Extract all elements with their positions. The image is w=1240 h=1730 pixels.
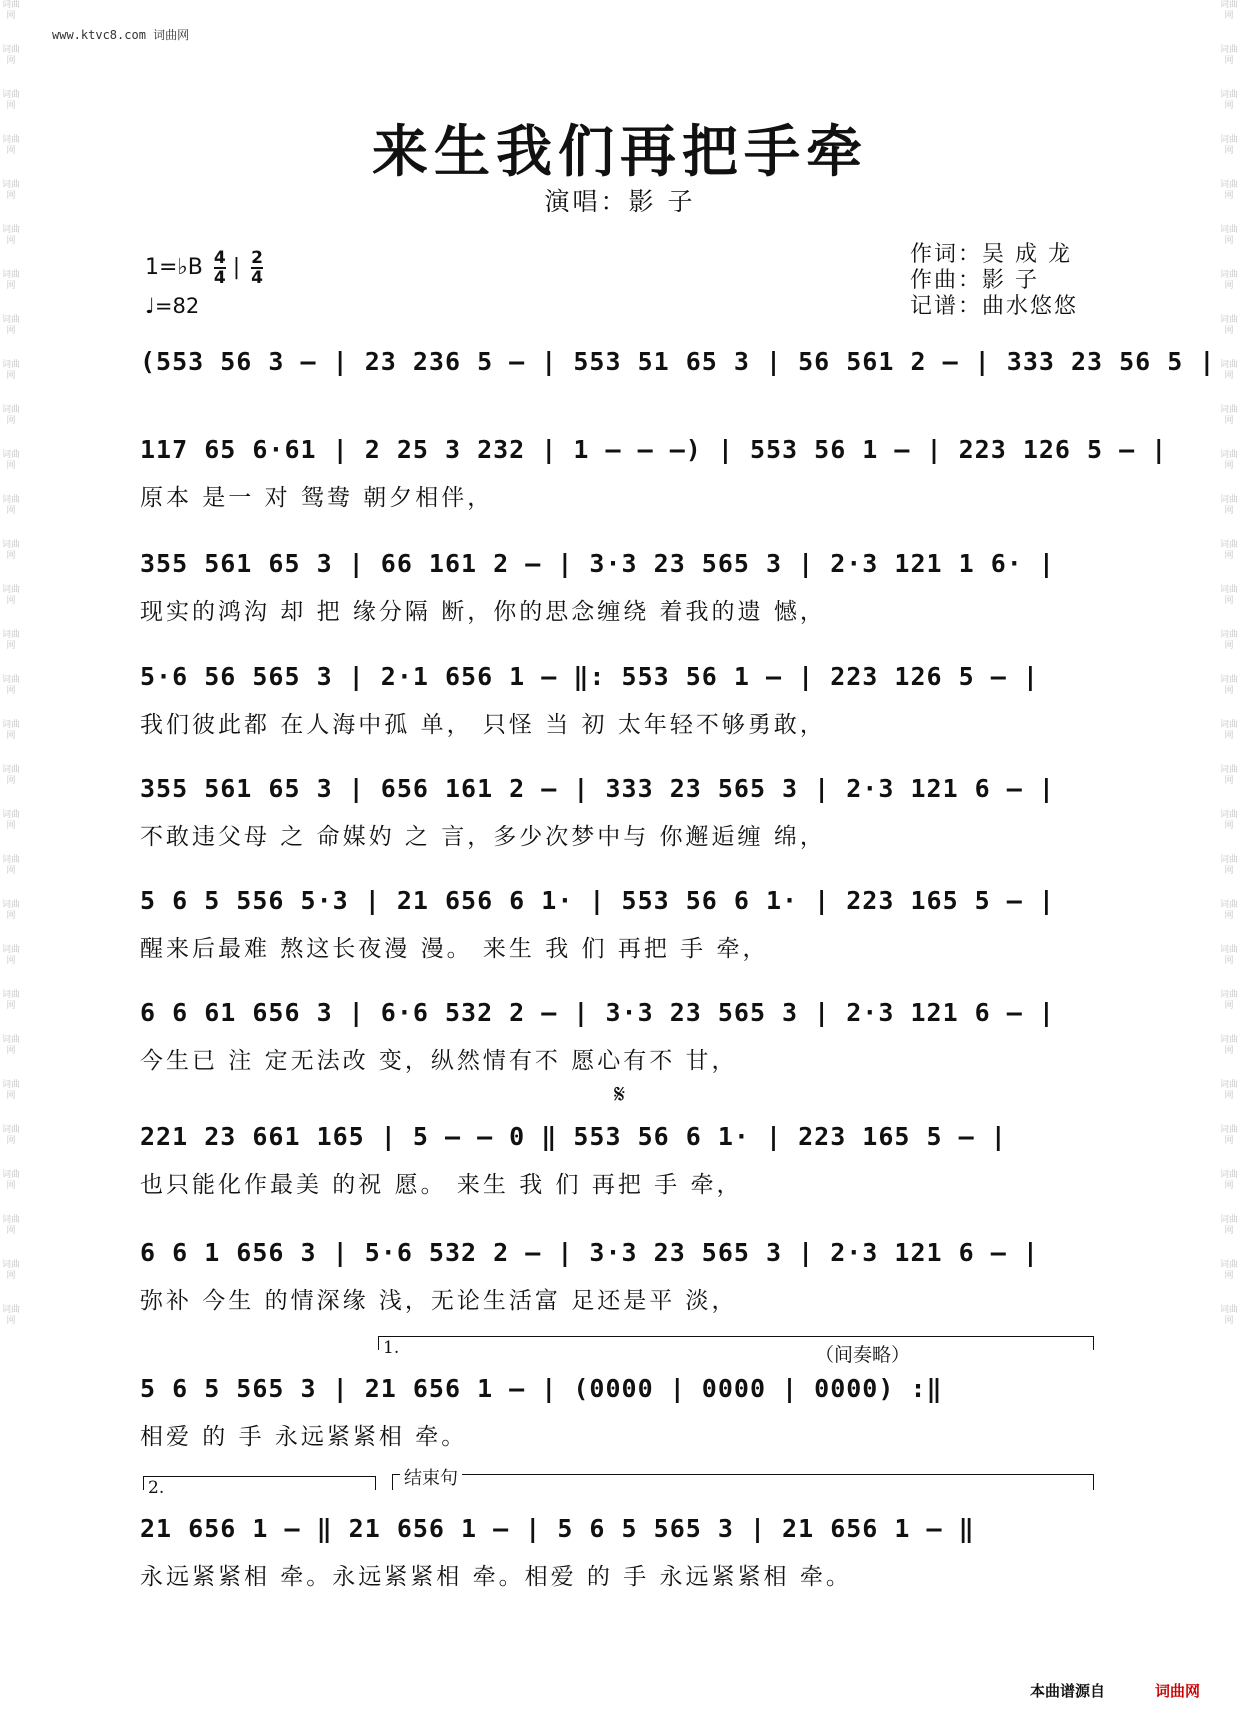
score-row-3 <box>140 547 1095 627</box>
footer-source <box>1030 1680 1200 1701</box>
composer-credit: 作曲：影 子 <box>910 268 1039 293</box>
notation-line: 21 656 1 – ‖ 21 656 1 – | 5 6 5 565 3 | 21 656 1 – ‖ <box>140 1514 975 1543</box>
side-watermark-text: 词曲网 <box>1220 1035 1239 1056</box>
side-watermark-text: 词曲网 <box>2 990 21 1011</box>
side-watermark-text: 词曲网 <box>1220 45 1239 66</box>
ending-bracket-start <box>392 1474 393 1490</box>
score-row-2 <box>140 433 1168 513</box>
side-watermark-text: 词曲网 <box>2 315 21 336</box>
side-watermark-text: 词曲网 <box>2 270 21 291</box>
side-watermark-text: 词曲网 <box>2 1035 21 1056</box>
side-watermark-text: 词曲网 <box>2 495 21 516</box>
volta-2-bracket-start <box>143 1476 144 1490</box>
side-watermark-text: 词曲网 <box>1220 1305 1239 1326</box>
side-watermark-text: 词曲网 <box>2 945 21 966</box>
side-watermark-text: 词曲网 <box>2 180 21 201</box>
score-row-5 <box>140 772 1095 852</box>
side-watermark-text: 词曲网 <box>1220 990 1239 1011</box>
side-watermark-text: 词曲网 <box>1220 540 1239 561</box>
side-watermark-text: 词曲网 <box>2 405 21 426</box>
score-row-7 <box>140 996 1095 1076</box>
side-watermark-right <box>1220 0 1238 1730</box>
lyric-line: 我们彼此都 在人海中孤 单， 只怪 当 初 太年轻不够勇敢， <box>140 712 826 738</box>
side-watermark-text: 词曲网 <box>2 855 21 876</box>
transcriber-credit: 记谱：曲水悠悠 <box>910 294 1079 319</box>
side-watermark-text: 词曲网 <box>2 450 21 471</box>
side-watermark-text: 词曲网 <box>1220 1215 1239 1236</box>
lyric-line <box>140 395 1095 425</box>
side-watermark-text: 词曲网 <box>1220 405 1239 426</box>
side-watermark-text: 词曲网 <box>1220 810 1239 831</box>
side-watermark-text: 词曲网 <box>1220 630 1239 651</box>
lyric-line: 今生已 注 定无法改 变，纵然情有不 愿心有不 甘， <box>140 1048 738 1074</box>
footer-brand-link[interactable]: 词曲网 <box>1154 1682 1200 1700</box>
side-watermark-text: 词曲网 <box>2 540 21 561</box>
notation-line: 6 6 61 656 3 | 6·6 532 2 – | 3·3 23 565 3 | 2·3 121 6 – | <box>140 998 1055 1027</box>
side-watermark-text: 词曲网 <box>1220 135 1239 156</box>
time-signature-a: $\frac{4}{4}$ <box>213 248 226 288</box>
side-watermark-text: 词曲网 <box>2 765 21 786</box>
notation-line: 117 65 6·61 | 2 25 3 232 | 1 – – –) | 553 56 1 – | 223 126 5 – | <box>140 435 1168 464</box>
volta-1-bracket-start <box>378 1336 379 1350</box>
notation-line: 6 6 1 656 3 | 5·6 532 2 – | 3·3 23 565 3 | 2·3 121 6 – | <box>140 1238 1039 1267</box>
side-watermark-text: 词曲网 <box>2 360 21 381</box>
notation-line: 5 6 5 556 5·3 | 21 656 6 1· | 553 56 6 1· | 223 165 5 – | <box>140 886 1055 915</box>
lyric-line: 弥补 今生 的情深缘 浅，无论生活富 足还是平 淡， <box>140 1288 738 1314</box>
lyric-line: 也只能化作最美 的祝 愿。 来生 我 们 再把 手 牵， <box>140 1172 743 1198</box>
lyric-line: 不敢违父母 之 命媒妁 之 言，多少次梦中与 你邂逅缠 绵， <box>140 824 826 850</box>
key-signature: 1=♭B $\frac{4}{4}$ | $\frac{2}{4}$ <box>145 248 264 288</box>
score-row-4 <box>140 660 1095 740</box>
side-watermark-text: 词曲网 <box>1220 495 1239 516</box>
volta-2-label: 2. <box>148 1478 165 1498</box>
notation-line: 355 561 65 3 | 66 161 2 – | 3·3 23 565 3 | 2·3 121 1 6· | <box>140 549 1055 578</box>
score-row-9 <box>140 1236 1095 1316</box>
notation-line: 5 6 5 565 3 | 21 656 1 – | (0000 | 0000 | 0000) :‖ <box>140 1374 943 1403</box>
side-watermark-text: 词曲网 <box>1220 270 1239 291</box>
side-watermark-text: 词曲网 <box>2 1215 21 1236</box>
ending-label: 结束句 <box>400 1464 462 1490</box>
side-watermark-text: 词曲网 <box>1220 945 1239 966</box>
site-watermark: www.ktvc8.com 词曲网 <box>52 28 190 42</box>
credits-block <box>910 242 1078 320</box>
side-watermark-text: 词曲网 <box>1220 1125 1239 1146</box>
notation-line: 221 23 661 165 | 5 – – 0 ‖ 553 56 6 1· | 223 165 5 – | <box>140 1122 1007 1151</box>
volta-1-label: 1. <box>383 1338 400 1358</box>
side-watermark-text: 词曲网 <box>2 1125 21 1146</box>
lyric-line: 醒来后最难 熬这长夜漫 漫。 来生 我 们 再把 手 牵， <box>140 936 769 962</box>
side-watermark-text: 词曲网 <box>2 0 21 21</box>
lyric-line: 现实的鸿沟 却 把 缘分隔 断，你的思念缠绕 着我的遗 憾， <box>140 599 826 625</box>
notation-line: (553 56 3 – | 23 236 5 – | 553 51 65 3 | 56 561 2 – | 333 23 56 5 | <box>140 347 1216 376</box>
notation-line: 355 561 65 3 | 656 161 2 – | 333 23 565 3 | 2·3 121 6 – | <box>140 774 1055 803</box>
side-watermark-text: 词曲网 <box>2 90 21 111</box>
singer-credit: 演唱：影 子 <box>544 187 696 216</box>
side-watermark-text: 词曲网 <box>2 720 21 741</box>
side-watermark-text: 词曲网 <box>2 1170 21 1191</box>
lyric-line: 相爱 的 手 永远紧紧相 牵。 <box>140 1424 468 1450</box>
lyric-line: 原本 是一 对 鸳鸯 朝夕相伴， <box>140 485 494 511</box>
side-watermark-text: 词曲网 <box>1220 1260 1239 1281</box>
side-watermark-text: 词曲网 <box>2 900 21 921</box>
side-watermark-text: 词曲网 <box>2 810 21 831</box>
side-watermark-text: 词曲网 <box>1220 450 1239 471</box>
song-title: 来生我们再把手牵 <box>372 119 868 185</box>
side-watermark-text: 词曲网 <box>1220 675 1239 696</box>
volta-2-bracket <box>143 1476 375 1477</box>
score-row-6 <box>140 884 1095 964</box>
side-watermark-text: 词曲网 <box>2 1260 21 1281</box>
side-watermark-text: 词曲网 <box>2 675 21 696</box>
side-watermark-text: 词曲网 <box>1220 1170 1239 1191</box>
lyricist-credit: 作词：吴 成 龙 <box>910 242 1072 267</box>
footer-source-text: 本曲谱源自 <box>1029 1682 1105 1700</box>
score-row-10 <box>140 1372 1095 1452</box>
score-row-11 <box>140 1512 1095 1592</box>
time-signature-b: $\frac{2}{4}$ <box>251 248 264 288</box>
volta-1-bracket-end <box>1093 1336 1094 1350</box>
volta-2-bracket-end <box>375 1476 376 1490</box>
score-row-1 <box>140 345 1216 425</box>
lyric-line: 永远紧紧相 牵。永远紧紧相 牵。相爱 的 手 永远紧紧相 牵。 <box>140 1564 852 1590</box>
ending-bracket-end <box>1093 1474 1094 1490</box>
tempo-mark: ♩=82 <box>145 294 200 318</box>
side-watermark-text: 词曲网 <box>1220 315 1239 336</box>
side-watermark-text: 词曲网 <box>2 135 21 156</box>
notation-line: 5·6 56 565 3 | 2·1 656 1 – ‖: 553 56 1 – | 223 126 5 – | <box>140 662 1039 691</box>
key-label: 1=♭B <box>145 255 203 280</box>
side-watermark-text: 词曲网 <box>2 1305 21 1326</box>
side-watermark-text: 词曲网 <box>1220 0 1239 21</box>
ending-bracket <box>392 1474 1093 1475</box>
side-watermark-text: 词曲网 <box>1220 765 1239 786</box>
side-watermark-text: 词曲网 <box>1220 900 1239 921</box>
side-watermark-text: 词曲网 <box>1220 225 1239 246</box>
side-watermark-text: 词曲网 <box>1220 90 1239 111</box>
side-watermark-text: 词曲网 <box>1220 180 1239 201</box>
side-watermark-text: 词曲网 <box>1220 585 1239 606</box>
score-row-8 <box>140 1120 1095 1200</box>
side-watermark-text: 词曲网 <box>1220 360 1239 381</box>
side-watermark-text: 词曲网 <box>1220 1080 1239 1101</box>
side-watermark-text: 词曲网 <box>1220 855 1239 876</box>
side-watermark-text: 词曲网 <box>2 585 21 606</box>
volta-1-bracket <box>378 1336 1094 1337</box>
segno-sign: 𝄋 <box>614 1080 626 1110</box>
side-watermark-text: 词曲网 <box>2 225 21 246</box>
side-watermark-left <box>2 0 20 1730</box>
side-watermark-text: 词曲网 <box>2 45 21 66</box>
side-watermark-text: 词曲网 <box>1220 720 1239 741</box>
side-watermark-text: 词曲网 <box>2 630 21 651</box>
side-watermark-text: 词曲网 <box>2 1080 21 1101</box>
interlude-note: （间奏略） <box>815 1344 911 1366</box>
